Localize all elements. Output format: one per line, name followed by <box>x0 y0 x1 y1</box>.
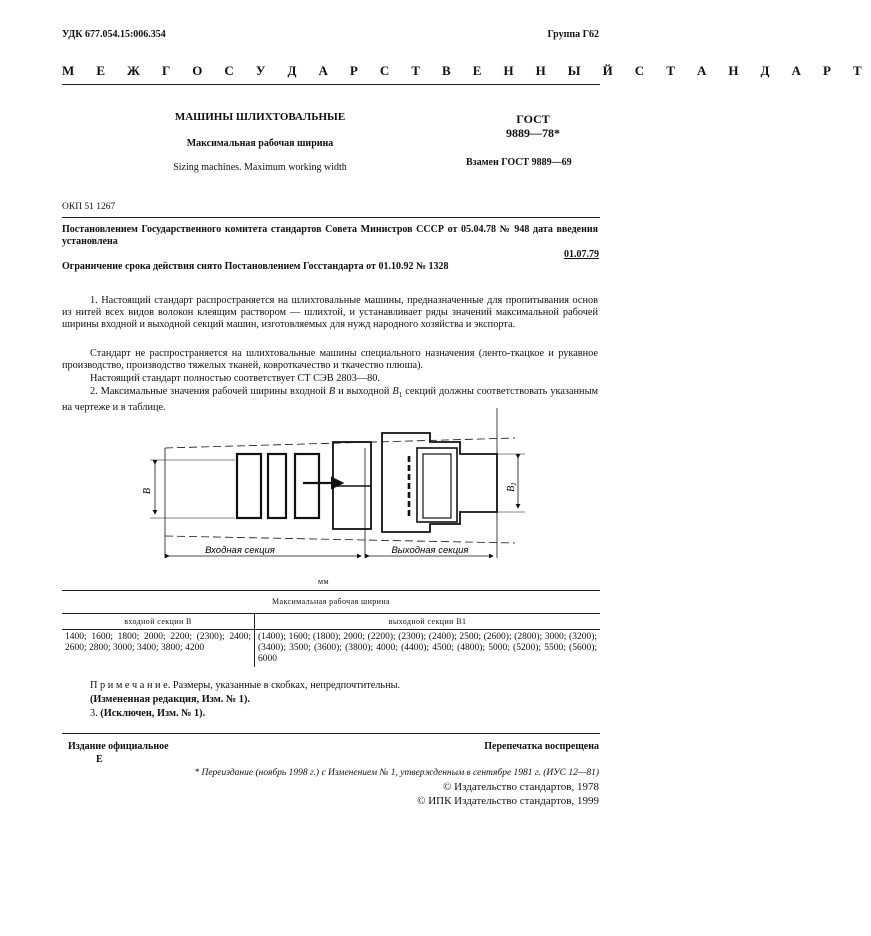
official-edition: Издание официальное <box>68 741 169 752</box>
item-3-num: 3. <box>90 708 101 719</box>
okp-code: ОКП 51 1267 <box>62 202 116 212</box>
banner-rule <box>62 84 600 85</box>
group-code: Группа Г62 <box>547 29 599 40</box>
edition-letter: Е <box>96 754 103 765</box>
width-table <box>62 613 600 667</box>
table-caption: Максимальная рабочая ширина <box>272 597 390 606</box>
p4-symbol-b1: B <box>392 386 399 397</box>
copyright-1978: © Издательство стандартов, 1978 <box>443 781 599 793</box>
standard-banner: М Е Ж Г О С У Д А Р С Т В Е Н Н Ы Й С Т А Н Д А Р Т <box>62 63 871 78</box>
paragraph-1: 1. Настоящий стандарт распространяется на шлихтовальные машины, предназначенные для пропитывания основ из нитей всех видов волокон клеящим раствором — шлихтой, и устанавливает ряды значений максимальной рабочей ширины входной и выходной секций машин, изготовляемых для нужд народного хозяйства и экспорта. <box>62 295 598 330</box>
dash-top <box>165 438 515 448</box>
label-b1: $B_1$ <box>506 482 518 492</box>
cell-output-values: (1400); 1600; (1800); 2000; (2200); (2300); (2400); 2500; (2600); (2800); 3000; (3200); (3400); 3500; (3600); (3800); 4000; (4400); 4500; (4800); 5000; (5200); 5500; (5600); 6000 <box>255 630 601 668</box>
doc-subtitle: Максимальная рабочая ширина <box>186 138 334 149</box>
decree-date: 01.07.79 <box>564 249 599 260</box>
footer-rule <box>62 733 600 734</box>
col-header-input: входной секции B <box>62 614 255 630</box>
gost-line2: 9889—78* <box>506 126 560 140</box>
paragraph-3: Настоящий стандарт полностью соответствует СТ СЭВ 2803—80. <box>90 373 381 384</box>
cell-input-values: 1400; 1600; 1800; 2000; 2200; (2300); 2400; 2600; 2800; 3000; 3400; 3800; 4200 <box>62 630 255 668</box>
output-drum-inner <box>423 454 451 518</box>
input-roller-2 <box>268 454 286 518</box>
table-top-rule <box>62 590 600 591</box>
p4-symbol-b: B <box>328 386 336 397</box>
table-unit: мм <box>318 577 329 586</box>
udk-code: УДК 677.054.15:006.354 <box>62 29 166 40</box>
item-3 <box>90 708 205 720</box>
label-output-section: Выходная секция <box>391 545 469 556</box>
label-input-section: Входная секция <box>205 545 275 556</box>
replaces-note: Взамен ГОСТ 9889—69 <box>466 157 572 168</box>
machine-drawing <box>130 408 530 568</box>
copyright-1999: © ИПК Издательство стандартов, 1999 <box>417 795 599 807</box>
gost-number <box>488 112 578 140</box>
table-note <box>90 680 400 692</box>
gost-line1: ГОСТ <box>516 112 550 126</box>
p4-symbol-b1-sub: 1 <box>398 391 403 400</box>
limit-text: Ограничение срока действия снято Постановлением Госстандарта от 01.10.92 № 1328 <box>62 261 449 272</box>
input-roller-1 <box>237 454 261 518</box>
note-text: Размеры, указанные в скобках, непредпочтительны. <box>170 680 401 691</box>
okp-rule <box>62 217 600 218</box>
item-3-text: (Исключен, Изм. № 1). <box>100 708 206 719</box>
note-label: П р и м е ч а н и е. <box>90 680 171 691</box>
reissue-note: * Переиздание (ноябрь 1998 г.) с Изменением № 1, утвержденным в сентябре 1981 г. (ИУС 12—81) <box>194 768 599 778</box>
p4-part-e: секций должны соответствовать указанным на чертеже и в таблице. <box>62 386 599 413</box>
col-header-output: выходной секции B1 <box>255 614 601 630</box>
doc-subtitle-en: Sizing machines. Maximum working width <box>173 162 347 173</box>
p4-part-c: и выходной <box>335 386 393 397</box>
doc-title: МАШИНЫ ШЛИХТОВАЛЬНЫЕ <box>174 111 346 123</box>
amended-note: (Измененная редакция, Изм. № 1). <box>90 694 250 705</box>
input-roller-3 <box>295 454 319 518</box>
dash-bottom <box>165 536 515 543</box>
paragraph-2: Стандарт не распространяется на шлихтовальные машины специального назначения (ленто-ткацкое и рукавное производство, производство тяжелых тканей, ковроткачество и ткачество плюша). <box>62 348 598 371</box>
reprint-prohibited: Перепечатка воспрещена <box>484 741 599 752</box>
decree-text: Постановлением Государственного комитета стандартов Совета Министров СССР от 05.04.78 № 948 дата введения установлена <box>62 224 598 247</box>
label-b: B <box>142 487 153 495</box>
p4-part-a: 2. Максимальные значения рабочей ширины входной <box>90 386 329 397</box>
